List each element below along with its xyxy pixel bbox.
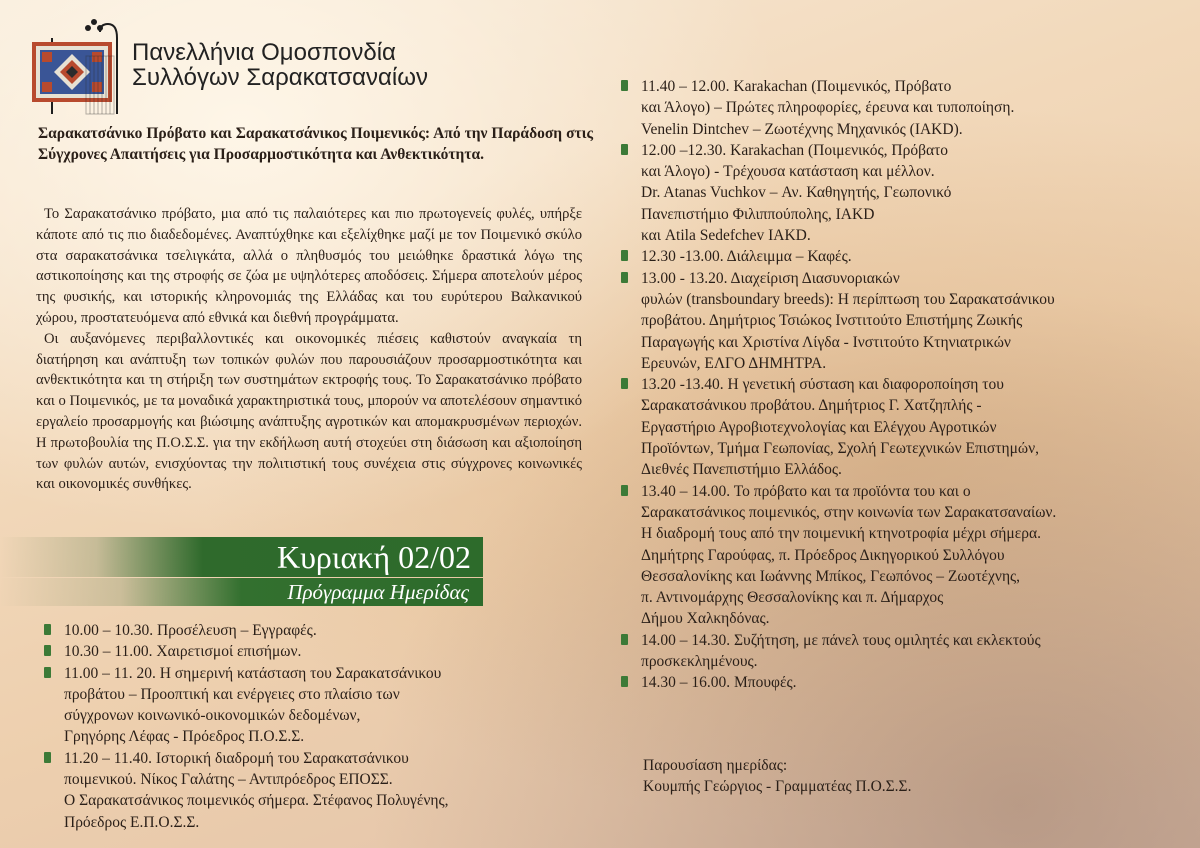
organization-title-line2: Συλλόγων Σαρακατσαναίων [132, 64, 428, 91]
event-headline: Σαρακατσάνικο Πρόβατο και Σαρακατσάνικος Ποιμενικός: Από την Παράδοση στις Σύγχρονες Απαιτήσεις για Προσαρμοστικότητα και Ανθεκτικότητα. [38, 125, 593, 163]
schedule-item-text: 12.00 –12.30. Karakachan (Ποιμενικός, Πρόβατο και Άλογο) - Τρέχουσα κατάσταση και μέλλον. Dr. Atanas Vuchkov – Αν. Καθηγητής, Γεωπονικό Πανεπιστήμιο Φιλιππούπολης, IAKD και Atila Sedefchev IAKD. [641, 141, 952, 245]
schedule-item-text: 14.30 – 16.00. Μπουφές. [641, 674, 797, 692]
schedule-item [621, 246, 1181, 267]
schedule-list-left [44, 620, 564, 833]
intro-paragraph: Οι αυξανόμενες περιβαλλοντικές και οικονομικές πιέσεις καθιστούν αναγκαία τη διατήρηση και ανάπτυξη των τοπικών φυλών που παρουσιάζουν προσαρμοστικότητα και ανθεκτικότητα και τη στήριξη των συστημάτων εκτροφής τους. Το Σαρακατσάνικο πρόβατο και ο Ποιμενικός, με τα μοναδικά χαρακτηριστικά τους, μπορούν να αποτελέσουν σημαντικό εργαλείο προσαρμογής και βιώσιμης ανάπτυξης αγροτικών και απομακρυσμένων περιοχών. Η πρωτοβουλία της Π.Ο.Σ.Σ. για την εκδήλωση αυτή στοχεύει στη διάσωση και αξιοποίηση των φυλών αυτών, ενισχύοντας την πολιτιστική τους συνέχεια στις σύγχρονες κοινωνικές και οικονομικές συνθήκες. [36, 330, 582, 493]
schedule-item [44, 641, 564, 662]
schedule-item-text: 11.20 – 11.40. Ιστορική διαδρομή του Σαρακατσάνικου ποιμενικού. Νίκος Γαλάτης – Αντιπρόεδρος ΕΠΟΣΣ. Ο Σαρακατσάνικος ποιμενικός σήμερα. Στέφανος Πολυγένης, Πρόεδρος Ε.Π.Ο.Σ.Σ. [64, 749, 449, 831]
schedule-item-text: 14.00 – 14.30. Συζήτηση, με πάνελ τους ομιλητές και εκλεκτούς προσκεκλημένους. [641, 631, 1041, 671]
schedule-item [621, 268, 1181, 374]
schedule-item-text: 11.00 – 11. 20. Η σημερινή κατάσταση του Σαρακατσάνικου προβάτου – Προοπτική και ενέργειες στο πλαίσιο των σύγχρονων κοινωνικό-οικονομικών δεδομένων, Γρηγόρης Λέφας - Πρόεδρος Π.Ο.Σ.Σ. [64, 664, 442, 746]
intro-text [36, 204, 582, 495]
schedule-item [44, 748, 564, 833]
schedule-item-text: 13.20 -13.40. Η γενετική σύσταση και διαφοροποίηση του Σαρακατσάνικου προβάτου. Δημήτριος Γ. Χατζηπλής - Εργαστήριο Αγροβιοτεχνολογίας και Ελέγχου Αγροτικών Προϊόντων, Τμήμα Γεωπονίας, Σχολή Γεωτεχνικών Επιστημών, Διεθνές Πανεπιστήμιο Ελλάδος. [641, 376, 1040, 479]
schedule-item [44, 620, 564, 641]
day-banner: Κυριακή 02/02 [0, 537, 483, 577]
schedule-item [621, 481, 1181, 630]
schedule-item [621, 76, 1181, 140]
schedule-item-text: 12.30 -13.00. Διάλειμμα – Καφές. [641, 248, 852, 266]
schedule-item-text: 10.00 – 10.30. Προσέλευση – Εγγραφές. [64, 622, 317, 639]
schedule-item [621, 672, 1181, 693]
schedule-item [621, 630, 1181, 673]
organization-title [132, 40, 428, 90]
program-banner: Πρόγραμμα Ημερίδας [0, 578, 483, 606]
presenter-info: Παρουσίαση ημερίδας: Κουμπής Γεώργιος - Γραμματέας Π.Ο.Σ.Σ. [643, 757, 912, 796]
schedule-item [621, 140, 1181, 246]
schedule-item-text: 13.00 - 13.20. Διαχείριση Διασυνοριακών φυλών (transboundary breeds): Η περίπτωση του Σαρακατσάνικου προβάτου. Δημήτριος Τσιώκος Ινστιτούτο Επιστήμης Ζωικής Παραγωγής και Χριστίνα Λίγδα - Ινστιτούτο Κτηνιατρικών Ερευνών, ΕΛΓΟ ΔΗΜΗΤΡΑ. [641, 269, 1055, 372]
schedule-item-text: 11.40 – 12.00. Karakachan (Ποιμενικός, Πρόβατο και Άλογο) – Πρώτες πληροφορίες, έρευνα και τυποποίηση. Venelin Dintchev – Ζωοτέχνης Μηχανικός (IAKD). [641, 78, 1015, 138]
schedule-item-text: 13.40 – 14.00. Το πρόβατο και τα προϊόντα του και ο Σαρακατσάνικος ποιμενικός, στην κοινωνία των Σαρακατσαναίων. Η διαδρομή τους από την ποιμενική κτηνοτροφία μέχρι σήμερα. Δημήτρης Γαρούφας, π. Πρόεδρος Δικηγορικού Συλλόγου Θεσσαλονίκης και Ιωάννης Μπίκος, Γεωπόνος – Ζωοτέχνης, π. Αντινομάρχης Θεσσαλονίκης και π. Δήμαρχος Δήμου Χαλκηδόνας. [641, 482, 1057, 628]
organization-title-line1: Πανελλήνια Ομοσπονδία [132, 39, 396, 66]
schedule-item-text: 10.30 – 11.00. Χαιρετισμοί επισήμων. [64, 643, 302, 661]
schedule-item [44, 663, 564, 748]
schedule-item [621, 374, 1181, 480]
schedule-list-right [621, 76, 1181, 694]
intro-paragraph: Το Σαρακατσάνικο πρόβατο, μια από τις παλαιότερες και πιο πρωτογενείς φυλές, υπήρξε κάποτε από τις πιο διαδεδομένες. Αναπτύχθηκε και εξελίχθηκε μαζί με τον Ποιμενικό σκύλο στα σαρακατσάνικα τσελιγκάτα, αλλά ο πληθυσμός του μειώθηκε δραστικά λόγω της αστικοποίησης και της στροφής σε ζώα με υψηλότερες αποδόσεις. Σήμερα αποτελούν μέρος της φυσικής, και ιστορικής κληρονομιάς της Ελλάδας και του ευρύτερου Βαλκανικού χώρου, προστατευόμενα από εθνικά και διεθνή προγράμματα. [36, 206, 582, 326]
federation-logo-icon [30, 16, 125, 116]
